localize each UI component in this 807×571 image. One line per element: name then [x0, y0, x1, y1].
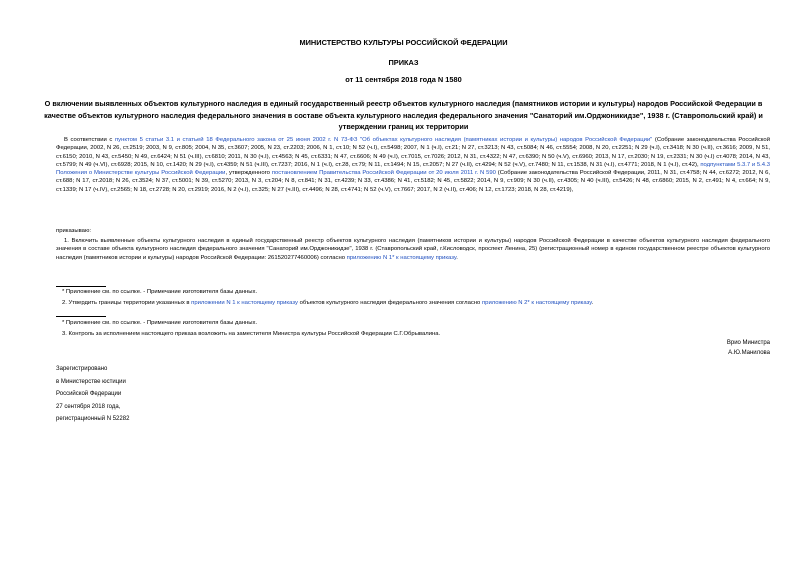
item-2-text-2: объектов культурного наследия федерального значения согласно — [297, 300, 482, 306]
registration-line-3: Российской Федерации — [56, 391, 122, 397]
item-3-paragraph: 3. Контроль за исполнением настоящего приказа возложить на заместителя Министра культуры Российской Федерации С.Г.Обрывалина. — [62, 331, 441, 337]
footnote-divider — [56, 316, 106, 317]
signature-position: Врио Министра — [726, 340, 770, 346]
order-word: приказываю: — [56, 228, 92, 234]
preamble-paragraph — [56, 136, 770, 194]
document-title: О включении выявленных объектов культурного наследия в единый государственный реестр объектов культурного наследия (памятников истории и культуры) народов Российской Федерации в качестве объектов культурного наследия федерального значения в составе объекта культурного наследия федерального значения "Санаторий им.Орджоникидзе", 1938 г. (Ставропольский край) и утверждении границ их территории — [44, 99, 763, 131]
item-1-text: 1. Включить выявленные объекты культурного наследия в единый государственный реестр объектов культурного наследия (памятников истории и культуры) народов Российской Федерации в качестве объектов культурного наследия федерального значения в составе объекта культурного наследия федерального значения "Санаторий им.Орджоникидзе", 1938 г. (Ставропольский край, г.Кисловодск, проспект Ленина, 25) (регистрационный номер в едином государственном реестре объектов культурного наследия (памятников истории и культуры) народов Российской Федерации: 261520277460006) согласно — [56, 238, 770, 261]
preamble-intro: В соответствии с — [64, 137, 115, 143]
preamble-citations-1: (Собрание законодательства Российской Федерации, 2002, N 26, ст.2519; 2003, N 9, ст.805; 2004, N 35, ст.3607; 2005, N 23, ст.2203; 2006, N 1, ст.10; N 52 (ч.I), ст.5498; 2007, N 1 (ч.I), ст.21; N 27, ст.3213; N 43, ст.5084; N 46, ст.5554; 2008, N 20, ст.2251; N 29 (ч.I), ст.3418; N 30 (ч.II), ст.3616; 2009, N 51, ст.6150; 2010, N 43, ст.5450; N 49, ст.6424; N 51 (ч.III), ст.6810; 2011, N 30 (ч.I), ст.4563; N 45, ст.6331; N 47, ст.6606; N 49 (ч.I), ст.7015, ст.7026; 2012, N 31, ст.4322; N 47, ст.6390; N 50 (ч.V), ст.6960; 2013, N 17, ст.2030; N 19, ст.2331; N 30 (ч.I) ст.4078; 2014, N 43, ст.5799; N 49 (ч.VI), ст.6928; 2015, N 10, ст.1420; N 29 (ч.I), ст.4359; N 51 (ч.III), ст.7237; 2016, N 1 (ч.I), ст.28, ст.79; N 11, ст.1494; N 15, ст.2057; N 27 (ч.II), ст.4294; N 52 (ч.V), ст.7480; N 11, ст.1538, N 31 (ч.I), ст.4771; 2018, N 1 (ч.I), ст.42), — [56, 137, 770, 168]
footnote-divider — [56, 286, 106, 287]
preamble-connector: , утвержденного — [225, 170, 272, 177]
item-2-end: . — [591, 300, 594, 306]
registration-line-1: Зарегистрировано — [56, 366, 108, 372]
appendix-1-ref-link[interactable]: приложении N 1 к настоящему приказу — [191, 300, 298, 306]
federal-law-link[interactable]: пунктом 5 статьи 3.1 и статьей 18 Федерального закона от 25 июня 2002 г. N 73-ФЗ "Об объектах культурного наследия (памятниках истории и культуры) народов Российской Федерации" — [114, 137, 653, 143]
ministry-regulation-link[interactable]: подпунктами 5.3.7 и 5.4.3 Положения о Министерстве культуры Российской Федерации — [56, 161, 770, 177]
appendix-1-link[interactable]: приложению N 1* к настоящему приказу — [346, 254, 457, 261]
item-1-end: . — [456, 254, 458, 261]
document-date-number: от 11 сентября 2018 года N 1580 — [345, 75, 462, 84]
preamble-citations-2: (Собрание законодательства Российской Федерации, 2011, N 31, ст.4758; N 44, ст.6272; 2012, N 6, ст.688; N 17, ст.2018; N 26, ст.3524; N 37, ст.5001; N 39, ст.5270; 2013, N 3, ст.204; N 8, ст.841; N 31, ст.4239; N 33, ст.4386; N 41, ст.5182; N 45, ст.5822; 2014, N 9, ст.909; N 30 (ч.II), ст.4305; N 40 (ч.III), ст.5426; N 48, ст.6860; 2015, N 2, ст.491; N 4, ст.664; N 9, ст.1339; N 17 (ч.IV), ст.2565; N 18, ст.2728; N 20, ст.2919; 2016, N 2 (ч.I), ст.325; N 27 (ч.III), ст.4496; N 28, ст.4741; N 52 (ч.V), ст.7667; 2017, N 2 (ч.II), ст.406; N 12, ст.1723; 2018, N 28, ст.4219), — [56, 170, 770, 193]
footnote-2: * Приложение см. по ссылке. - Примечание изготовителя базы данных. — [62, 320, 258, 326]
footnote-1: * Приложение см. по ссылке. - Примечание изготовителя базы данных. — [62, 289, 258, 295]
government-decree-link[interactable]: постановлением Правительства Российской Федерации от 20 июля 2011 г. N 590 — [271, 170, 496, 177]
ministry-heading: МИНИСТЕРСТВО КУЛЬТУРЫ РОССИЙСКОЙ ФЕДЕРАЦИИ — [299, 38, 508, 47]
registration-line-4: 27 сентября 2018 года, — [56, 403, 121, 410]
signature-name: А.Ю.Манилова — [728, 350, 770, 356]
registration-block — [56, 363, 129, 426]
registration-line-2: в Министерстве юстиции — [56, 378, 126, 385]
appendix-2-link[interactable]: приложению N 2* к настоящему приказу — [481, 300, 592, 306]
document-type: ПРИКАЗ — [388, 58, 419, 67]
registration-line-5: регистрационный N 52282 — [56, 416, 130, 422]
item-1-paragraph — [56, 237, 770, 262]
item-2-text-1: 2. Утвердить границы территории указанных в — [62, 300, 192, 306]
item-2-paragraph — [62, 299, 593, 307]
